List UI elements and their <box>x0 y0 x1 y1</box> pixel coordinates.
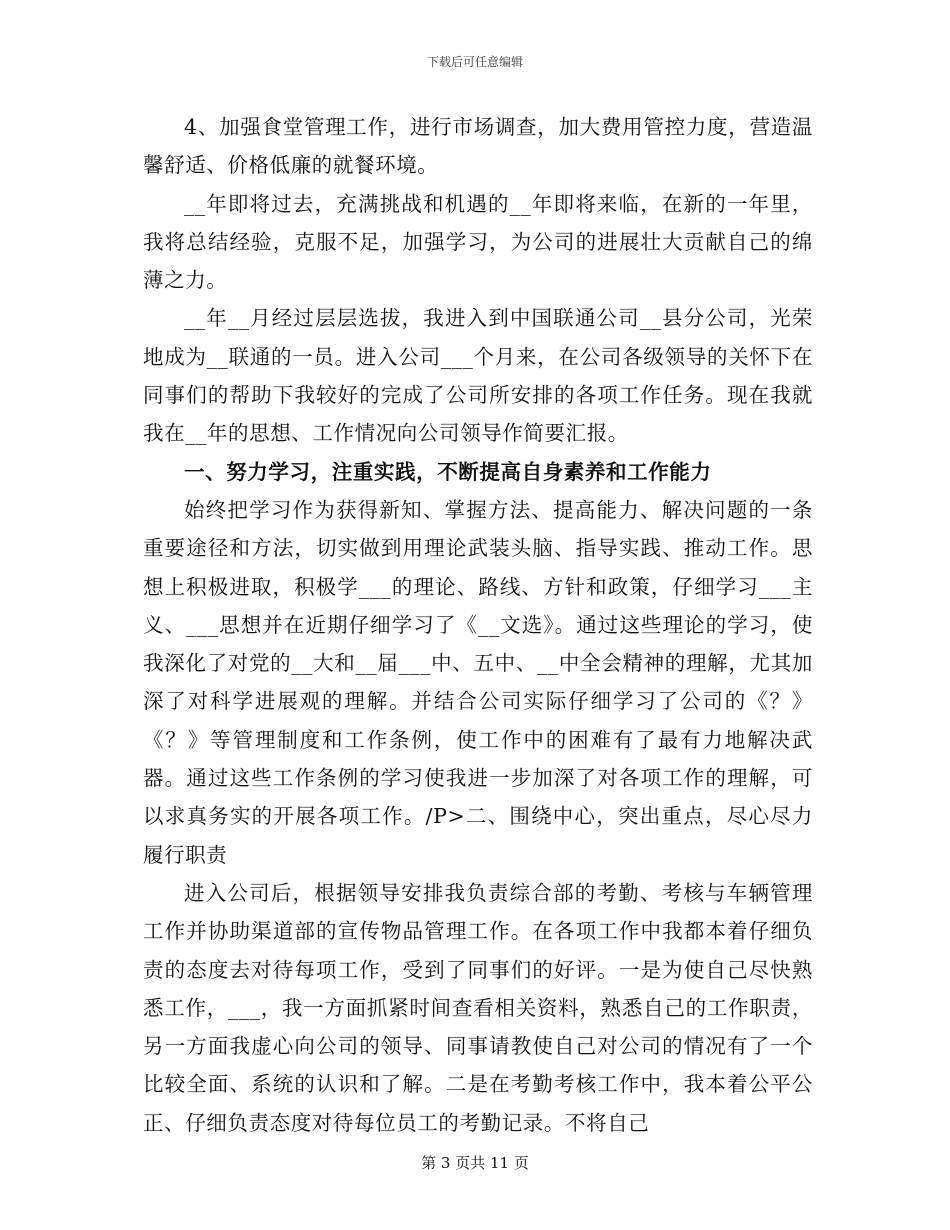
page-header-note: 下载后可任意编辑 <box>426 55 523 69</box>
paragraph-study: 始终把学习作为获得新知、掌握方法、提高能力、解决问题的一条重要途径和方法，切实做到用理论武装头脑、指导实践、推动工作。思想上积极进取，积极学___的理论、路线、方针和政策，仔细学习___主义、___思想并在近期仔细学习了《__文选》。通过这些理论的学习，使我深化了对党的__大和__届___中、五中、__中全会精神的理解，尤其加深了对科学进展观的理解。并结合公司实际仔细学习了公司的《？》《？》等管理制度和工作条例，使工作中的困难有了最有力地解决武器。通过这些工作条例的学习使我进一步加深了对各项工作的理解，可以求真务实的开展各项工作。/P>二、围绕中心，突出重点，尽心尽力履行职责 <box>143 497 813 867</box>
document-body <box>143 108 813 1142</box>
paragraph-duties: 进入公司后，根据领导安排我负责综合部的考勤、考核与车辆管理工作并协助渠道部的宣传物品管理工作。在各项工作中我都本着仔细负责的态度去对待每项工作，受到了同事们的好评。一是为使自己尽快熟悉工作，___，我一方面抓紧时间查看相关资料，熟悉自己的工作职责，另一方面我虚心向公司的领导、同事请教使自己对公司的情况有了一个比较全面、系统的认识和了解。二是在考勤考核工作中，我本着公平公正、仔细负责态度对待每位员工的考勤记录。不将自己 <box>143 880 813 1135</box>
page-number: 第 3 页共 11 页 <box>421 1154 529 1172</box>
section-heading-study: 一、努力学习，注重实践，不断提高自身素养和工作能力 <box>184 459 712 484</box>
paragraph-year-outlook: __年即将过去，充满挑战和机遇的__年即将来临，在新的一年里，我将总结经验，克服不足，加强学习，为公司的进展壮大贡献自己的绵薄之力。 <box>143 191 813 293</box>
paragraph-introduction: __年__月经过层层选拔，我进入到中国联通公司__县分公司，光荣地成为__联通的一员。进入公司___个月来，在公司各级领导的关怀下在同事们的帮助下我较好的完成了公司所安排的各项工作任务。现在我就我在__年的思想、工作情况向公司领导作简要汇报。 <box>143 306 813 446</box>
paragraph-canteen: 4、加强食堂管理工作，进行市场调查，加大费用管控力度，营造温馨舒适、价格低廉的就餐环境。 <box>143 115 813 178</box>
